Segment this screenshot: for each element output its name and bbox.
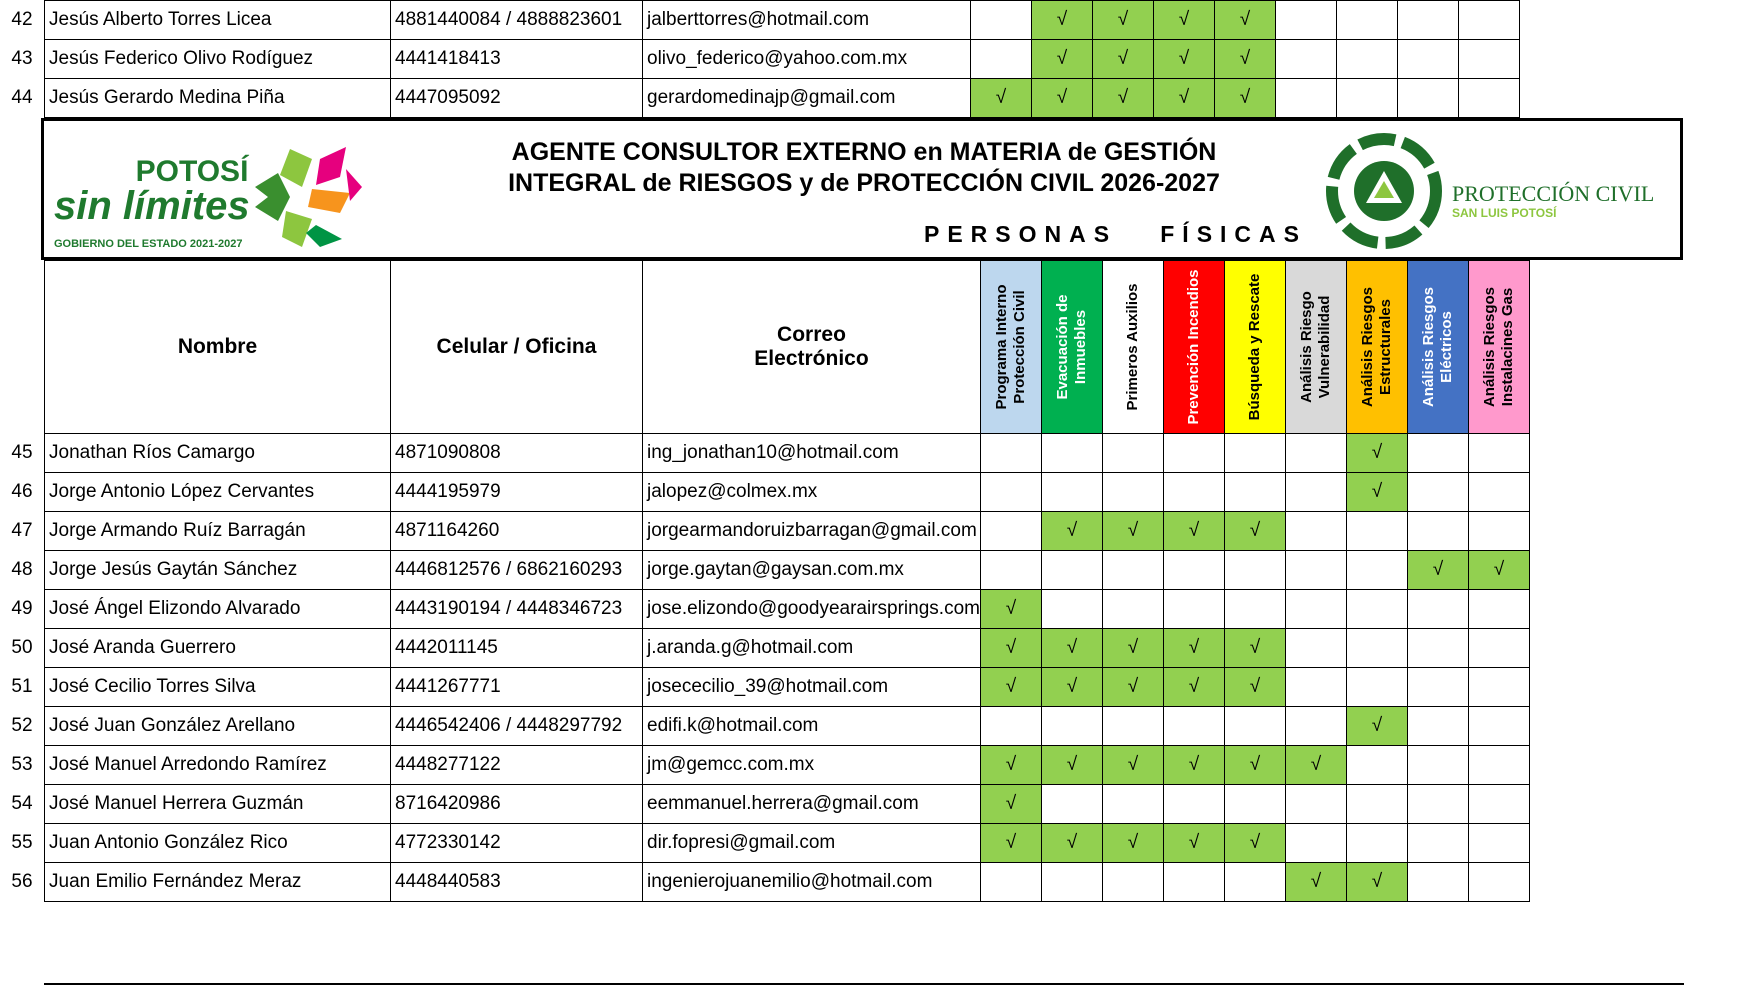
check-mark-icon: √ xyxy=(1310,871,1322,892)
phone-number: 4446542406 / 4448297792 xyxy=(391,707,643,746)
check-mark-icon: √ xyxy=(995,87,1007,108)
check-mark-icon: √ xyxy=(1117,48,1129,69)
category-check-cell xyxy=(1407,707,1468,746)
person-name: Jesús Federico Olivo Rodíguez xyxy=(45,40,391,79)
category-check-cell xyxy=(1041,746,1102,785)
row-number: 45 xyxy=(11,442,33,463)
check-mark-icon: √ xyxy=(1239,87,1251,108)
person-name: Jesús Alberto Torres Licea xyxy=(45,1,391,40)
email-address: gerardomedinajp@gmail.com xyxy=(643,79,971,118)
column-header-category xyxy=(1163,261,1224,434)
category-check-cell xyxy=(1163,668,1224,707)
check-mark-icon: √ xyxy=(1127,637,1139,658)
phone-number: 4443190194 / 4448346723 xyxy=(391,590,643,629)
category-check-cell xyxy=(1224,785,1285,824)
category-check-cell xyxy=(971,79,1032,118)
category-check-cell xyxy=(1163,746,1224,785)
column-header-category-label: Evacuación de Inmuebles xyxy=(1053,294,1089,400)
check-mark-icon: √ xyxy=(1117,9,1129,30)
proteccion-civil-logo xyxy=(1324,131,1724,253)
category-check-cell xyxy=(1102,824,1163,863)
category-check-cell xyxy=(1285,629,1346,668)
category-check-cell xyxy=(1346,785,1407,824)
data-table-top xyxy=(0,0,1520,118)
column-header-category xyxy=(1285,261,1346,434)
category-check-cell xyxy=(1041,863,1102,902)
check-mark-icon: √ xyxy=(1188,832,1200,853)
row-number: 53 xyxy=(11,754,33,775)
table-row xyxy=(0,512,1529,551)
category-check-cell xyxy=(1285,824,1346,863)
check-mark-icon: √ xyxy=(1066,754,1078,775)
category-check-cell xyxy=(1346,473,1407,512)
check-mark-icon: √ xyxy=(1127,832,1139,853)
category-check-cell xyxy=(1224,551,1285,590)
category-check-cell xyxy=(1224,863,1285,902)
check-mark-icon: √ xyxy=(1188,520,1200,541)
column-header-email-line2: Electrónico xyxy=(754,347,869,370)
row-number: 51 xyxy=(11,676,33,697)
check-mark-icon: √ xyxy=(1056,87,1068,108)
row-number: 44 xyxy=(11,87,33,108)
check-mark-icon: √ xyxy=(1249,754,1261,775)
category-check-cell xyxy=(980,785,1041,824)
category-check-cell xyxy=(1224,707,1285,746)
column-header-category xyxy=(1407,261,1468,434)
table-row xyxy=(0,79,1520,118)
category-check-cell xyxy=(1102,668,1163,707)
category-check-cell xyxy=(1102,746,1163,785)
category-check-cell xyxy=(1407,434,1468,473)
table-row xyxy=(0,434,1529,473)
category-check-cell xyxy=(1468,668,1529,707)
category-check-cell xyxy=(1041,512,1102,551)
check-mark-icon: √ xyxy=(1066,520,1078,541)
person-name: Jorge Jesús Gaytán Sánchez xyxy=(45,551,391,590)
check-mark-icon: √ xyxy=(1127,676,1139,697)
column-header-category-label: Análisis Riesgos Instalacines Gas xyxy=(1480,286,1516,408)
check-mark-icon: √ xyxy=(1005,637,1017,658)
category-check-cell xyxy=(1468,824,1529,863)
table-row xyxy=(0,590,1529,629)
column-header-row xyxy=(0,261,1529,434)
check-mark-icon: √ xyxy=(1127,520,1139,541)
email-address: olivo_federico@yahoo.com.mx xyxy=(643,40,971,79)
category-check-cell xyxy=(1407,785,1468,824)
category-check-cell xyxy=(1276,40,1337,79)
table-row xyxy=(0,824,1529,863)
check-mark-icon: √ xyxy=(1249,520,1261,541)
phone-number: 4871164260 xyxy=(391,512,643,551)
phone-number: 4442011145 xyxy=(391,629,643,668)
category-check-cell xyxy=(1346,746,1407,785)
category-check-cell xyxy=(1285,707,1346,746)
category-check-cell xyxy=(1468,629,1529,668)
person-name: Juan Antonio González Rico xyxy=(45,824,391,863)
email-address: jalberttorres@hotmail.com xyxy=(643,1,971,40)
email-address: jorgearmandoruizbarragan@gmail.com xyxy=(643,512,981,551)
category-check-cell xyxy=(1285,512,1346,551)
category-check-cell xyxy=(980,551,1041,590)
category-check-cell xyxy=(1215,79,1276,118)
phone-number: 4448440583 xyxy=(391,863,643,902)
check-mark-icon: √ xyxy=(1188,754,1200,775)
data-table-bottom xyxy=(0,260,1530,902)
category-check-cell xyxy=(1346,824,1407,863)
phone-number: 4447095092 xyxy=(391,79,643,118)
person-name: José Aranda Guerrero xyxy=(45,629,391,668)
category-check-cell xyxy=(1041,707,1102,746)
phone-number: 4881440084 / 4888823601 xyxy=(391,1,643,40)
check-mark-icon: √ xyxy=(1371,481,1383,502)
category-check-cell xyxy=(1468,707,1529,746)
column-header-category xyxy=(980,261,1041,434)
check-mark-icon: √ xyxy=(1249,832,1261,853)
check-mark-icon: √ xyxy=(1066,832,1078,853)
check-mark-icon: √ xyxy=(1056,48,1068,69)
category-check-cell xyxy=(1398,79,1459,118)
column-header-category xyxy=(1346,261,1407,434)
person-name: José Ángel Elizondo Alvarado xyxy=(45,590,391,629)
category-check-cell xyxy=(1285,551,1346,590)
phone-number: 4448277122 xyxy=(391,746,643,785)
category-check-cell xyxy=(1468,512,1529,551)
star-mark-icon xyxy=(255,147,362,247)
column-header-category-label: Programa Interno Protección Civil xyxy=(992,284,1028,410)
check-mark-icon: √ xyxy=(1249,676,1261,697)
category-check-cell xyxy=(1407,668,1468,707)
column-header-name: Nombre xyxy=(45,261,391,434)
category-check-cell xyxy=(1032,79,1093,118)
category-check-cell xyxy=(1163,629,1224,668)
category-check-cell xyxy=(1398,1,1459,40)
table-row xyxy=(0,551,1529,590)
category-check-cell xyxy=(1032,40,1093,79)
row-number: 48 xyxy=(11,559,33,580)
category-check-cell xyxy=(1407,863,1468,902)
category-check-cell xyxy=(1346,707,1407,746)
person-name: José Manuel Herrera Guzmán xyxy=(45,785,391,824)
category-check-cell xyxy=(1224,434,1285,473)
email-address: ingenierojuanemilio@hotmail.com xyxy=(643,863,981,902)
category-check-cell xyxy=(980,863,1041,902)
column-header-category xyxy=(1041,261,1102,434)
category-check-cell xyxy=(1102,473,1163,512)
category-check-cell xyxy=(1459,79,1520,118)
person-name: Juan Emilio Fernández Meraz xyxy=(45,863,391,902)
email-address: jm@gemcc.com.mx xyxy=(643,746,981,785)
category-check-cell xyxy=(1346,629,1407,668)
category-check-cell xyxy=(1041,551,1102,590)
category-check-cell xyxy=(980,512,1041,551)
category-check-cell xyxy=(1285,668,1346,707)
check-mark-icon: √ xyxy=(1371,442,1383,463)
category-check-cell xyxy=(1163,434,1224,473)
category-check-cell xyxy=(980,434,1041,473)
person-name: José Cecilio Torres Silva xyxy=(45,668,391,707)
category-check-cell xyxy=(1407,551,1468,590)
category-check-cell xyxy=(1154,40,1215,79)
category-check-cell xyxy=(1041,434,1102,473)
email-address: josececilio_39@hotmail.com xyxy=(643,668,981,707)
category-check-cell xyxy=(1407,629,1468,668)
column-header-category-label: Análisis Riesgos Eléctricos xyxy=(1419,286,1455,408)
category-check-cell xyxy=(1407,746,1468,785)
proteccion-civil-emblem-icon xyxy=(1332,139,1436,243)
email-address: jalopez@colmex.mx xyxy=(643,473,981,512)
email-address: dir.fopresi@gmail.com xyxy=(643,824,981,863)
column-header-category xyxy=(1468,261,1529,434)
column-header-email-line1: Correo xyxy=(777,323,846,346)
category-check-cell xyxy=(1163,707,1224,746)
phone-number: 4441267771 xyxy=(391,668,643,707)
row-number: 54 xyxy=(11,793,33,814)
category-check-cell xyxy=(1102,551,1163,590)
category-check-cell xyxy=(971,40,1032,79)
category-check-cell xyxy=(1224,473,1285,512)
category-check-cell xyxy=(1407,512,1468,551)
category-check-cell xyxy=(1032,1,1093,40)
check-mark-icon: √ xyxy=(1432,559,1444,580)
logo-right-line1: PROTECCIÓN CIVIL xyxy=(1452,181,1655,206)
check-mark-icon: √ xyxy=(1178,9,1190,30)
category-check-cell xyxy=(1468,551,1529,590)
category-check-cell xyxy=(1285,746,1346,785)
phone-number: 4444195979 xyxy=(391,473,643,512)
table-row xyxy=(0,707,1529,746)
person-name: Jorge Armando Ruíz Barragán xyxy=(45,512,391,551)
category-check-cell xyxy=(1346,512,1407,551)
column-header-email xyxy=(643,261,981,434)
category-check-cell xyxy=(980,668,1041,707)
logo-left-line1: POTOSÍ xyxy=(135,155,249,188)
check-mark-icon: √ xyxy=(1005,793,1017,814)
category-check-cell xyxy=(1224,512,1285,551)
category-check-cell xyxy=(1041,668,1102,707)
table-row xyxy=(0,863,1529,902)
check-mark-icon: √ xyxy=(1249,637,1261,658)
category-check-cell xyxy=(1468,863,1529,902)
person-name: Jonathan Ríos Camargo xyxy=(45,434,391,473)
phone-number: 8716420986 xyxy=(391,785,643,824)
category-check-cell xyxy=(1337,79,1398,118)
check-mark-icon: √ xyxy=(1066,637,1078,658)
category-check-cell xyxy=(1163,863,1224,902)
category-check-cell xyxy=(1093,40,1154,79)
phone-number: 4441418413 xyxy=(391,40,643,79)
row-number: 46 xyxy=(11,481,33,502)
category-check-cell xyxy=(1154,1,1215,40)
category-check-cell xyxy=(1215,40,1276,79)
category-check-cell xyxy=(1224,629,1285,668)
table-row xyxy=(0,746,1529,785)
email-address: jose.elizondo@goodyearairsprings.com xyxy=(643,590,981,629)
table-row xyxy=(0,473,1529,512)
category-check-cell xyxy=(1163,590,1224,629)
category-check-cell xyxy=(1093,1,1154,40)
column-header-category-label: Búsqueda y Rescate xyxy=(1245,273,1263,421)
category-check-cell xyxy=(1285,863,1346,902)
category-check-cell xyxy=(1163,824,1224,863)
category-check-cell xyxy=(1346,668,1407,707)
column-header-category xyxy=(1224,261,1285,434)
column-header-category xyxy=(1102,261,1163,434)
category-check-cell xyxy=(1163,551,1224,590)
column-header-category-label: Prevención Incendios xyxy=(1184,269,1202,425)
check-mark-icon: √ xyxy=(1178,87,1190,108)
category-check-cell xyxy=(1224,668,1285,707)
check-mark-icon: √ xyxy=(1371,715,1383,736)
category-check-cell xyxy=(1102,785,1163,824)
check-mark-icon: √ xyxy=(1005,832,1017,853)
logo-left-line3: GOBIERNO DEL ESTADO 2021-2027 xyxy=(54,238,243,250)
header-banner xyxy=(41,118,1683,260)
check-mark-icon: √ xyxy=(1178,48,1190,69)
row-number: 50 xyxy=(11,637,33,658)
check-mark-icon: √ xyxy=(1188,637,1200,658)
category-check-cell xyxy=(1285,785,1346,824)
banner-subtitle: PERSONAS FÍSICAS xyxy=(924,221,1307,247)
row-number: 52 xyxy=(11,715,33,736)
banner-title xyxy=(484,137,1244,199)
check-mark-icon: √ xyxy=(1056,9,1068,30)
logo-right-line2: SAN LUIS POTOSÍ xyxy=(1452,206,1557,220)
row-number: 56 xyxy=(11,871,33,892)
column-header-category-label: Análisis Riesgo Vulnerabilidad xyxy=(1297,291,1333,403)
category-check-cell xyxy=(980,824,1041,863)
category-check-cell xyxy=(1459,40,1520,79)
category-check-cell xyxy=(1468,785,1529,824)
column-header-category-label: Análisis Riesgos Estructurales xyxy=(1358,286,1394,408)
category-check-cell xyxy=(1285,473,1346,512)
category-check-cell xyxy=(1163,512,1224,551)
category-check-cell xyxy=(1468,473,1529,512)
category-check-cell xyxy=(1276,79,1337,118)
check-mark-icon: √ xyxy=(1117,87,1129,108)
category-check-cell xyxy=(1154,79,1215,118)
check-mark-icon: √ xyxy=(1005,754,1017,775)
check-mark-icon: √ xyxy=(1127,754,1139,775)
person-name: Jorge Antonio López Cervantes xyxy=(45,473,391,512)
category-check-cell xyxy=(1337,1,1398,40)
table-row xyxy=(0,40,1520,79)
category-check-cell xyxy=(980,746,1041,785)
category-check-cell xyxy=(1468,434,1529,473)
category-check-cell xyxy=(980,707,1041,746)
check-mark-icon: √ xyxy=(1066,676,1078,697)
check-mark-icon: √ xyxy=(1005,676,1017,697)
category-check-cell xyxy=(1041,590,1102,629)
table-row xyxy=(0,668,1529,707)
email-address: jorge.gaytan@gaysan.com.mx xyxy=(643,551,981,590)
category-check-cell xyxy=(1468,746,1529,785)
check-mark-icon: √ xyxy=(1239,48,1251,69)
category-check-cell xyxy=(1102,707,1163,746)
category-check-cell xyxy=(1093,79,1154,118)
row-number: 49 xyxy=(11,598,33,619)
phone-number: 4446812576 / 6862160293 xyxy=(391,551,643,590)
category-check-cell xyxy=(1224,746,1285,785)
category-check-cell xyxy=(1407,473,1468,512)
column-header-category-label: Primeros Auxilios xyxy=(1123,283,1141,411)
category-check-cell xyxy=(1041,824,1102,863)
category-check-cell xyxy=(1285,434,1346,473)
check-mark-icon: √ xyxy=(1493,559,1505,580)
category-check-cell xyxy=(1407,824,1468,863)
category-check-cell xyxy=(1224,590,1285,629)
person-name: José Manuel Arredondo Ramírez xyxy=(45,746,391,785)
category-check-cell xyxy=(1224,824,1285,863)
category-check-cell xyxy=(1346,590,1407,629)
banner-title-line2: INTEGRAL de RIESGOS y de PROTECCIÓN CIVIL 2026-2027 xyxy=(508,169,1220,197)
email-address: ing_jonathan10@hotmail.com xyxy=(643,434,981,473)
check-mark-icon: √ xyxy=(1310,754,1322,775)
category-check-cell xyxy=(1346,434,1407,473)
category-check-cell xyxy=(1276,1,1337,40)
category-check-cell xyxy=(1163,473,1224,512)
row-number: 42 xyxy=(11,9,33,30)
row-number: 43 xyxy=(11,48,33,69)
row-number: 55 xyxy=(11,832,33,853)
row-number: 47 xyxy=(11,520,33,541)
category-check-cell xyxy=(980,590,1041,629)
category-check-cell xyxy=(980,629,1041,668)
category-check-cell xyxy=(1407,590,1468,629)
phone-number: 4871090808 xyxy=(391,434,643,473)
table-row xyxy=(0,629,1529,668)
person-name: Jesús Gerardo Medina Piña xyxy=(45,79,391,118)
category-check-cell xyxy=(1102,434,1163,473)
category-check-cell xyxy=(1041,629,1102,668)
column-header-phone: Celular / Oficina xyxy=(391,261,643,434)
category-check-cell xyxy=(1398,40,1459,79)
category-check-cell xyxy=(1041,473,1102,512)
category-check-cell xyxy=(1163,785,1224,824)
category-check-cell xyxy=(971,1,1032,40)
logo-left-line2: sin límites xyxy=(54,184,250,228)
category-check-cell xyxy=(980,473,1041,512)
potosi-sin-limites-logo xyxy=(50,129,400,255)
table-row xyxy=(0,1,1520,40)
phone-number: 4772330142 xyxy=(391,824,643,863)
category-check-cell xyxy=(1468,590,1529,629)
check-mark-icon: √ xyxy=(1005,598,1017,619)
check-mark-icon: √ xyxy=(1239,9,1251,30)
category-check-cell xyxy=(1337,40,1398,79)
category-check-cell xyxy=(1041,785,1102,824)
person-name: José Juan González Arellano xyxy=(45,707,391,746)
category-check-cell xyxy=(1102,629,1163,668)
email-address: eemmanuel.herrera@gmail.com xyxy=(643,785,981,824)
category-check-cell xyxy=(1346,863,1407,902)
email-address: edifi.k@hotmail.com xyxy=(643,707,981,746)
category-check-cell xyxy=(1215,1,1276,40)
category-check-cell xyxy=(1102,590,1163,629)
table-row xyxy=(0,785,1529,824)
category-check-cell xyxy=(1459,1,1520,40)
banner-title-line1: AGENTE CONSULTOR EXTERNO en MATERIA de GESTIÓN xyxy=(511,138,1217,166)
check-mark-icon: √ xyxy=(1371,871,1383,892)
category-check-cell xyxy=(1102,512,1163,551)
category-check-cell xyxy=(1102,863,1163,902)
email-address: j.aranda.g@hotmail.com xyxy=(643,629,981,668)
category-check-cell xyxy=(1285,590,1346,629)
check-mark-icon: √ xyxy=(1188,676,1200,697)
category-check-cell xyxy=(1346,551,1407,590)
